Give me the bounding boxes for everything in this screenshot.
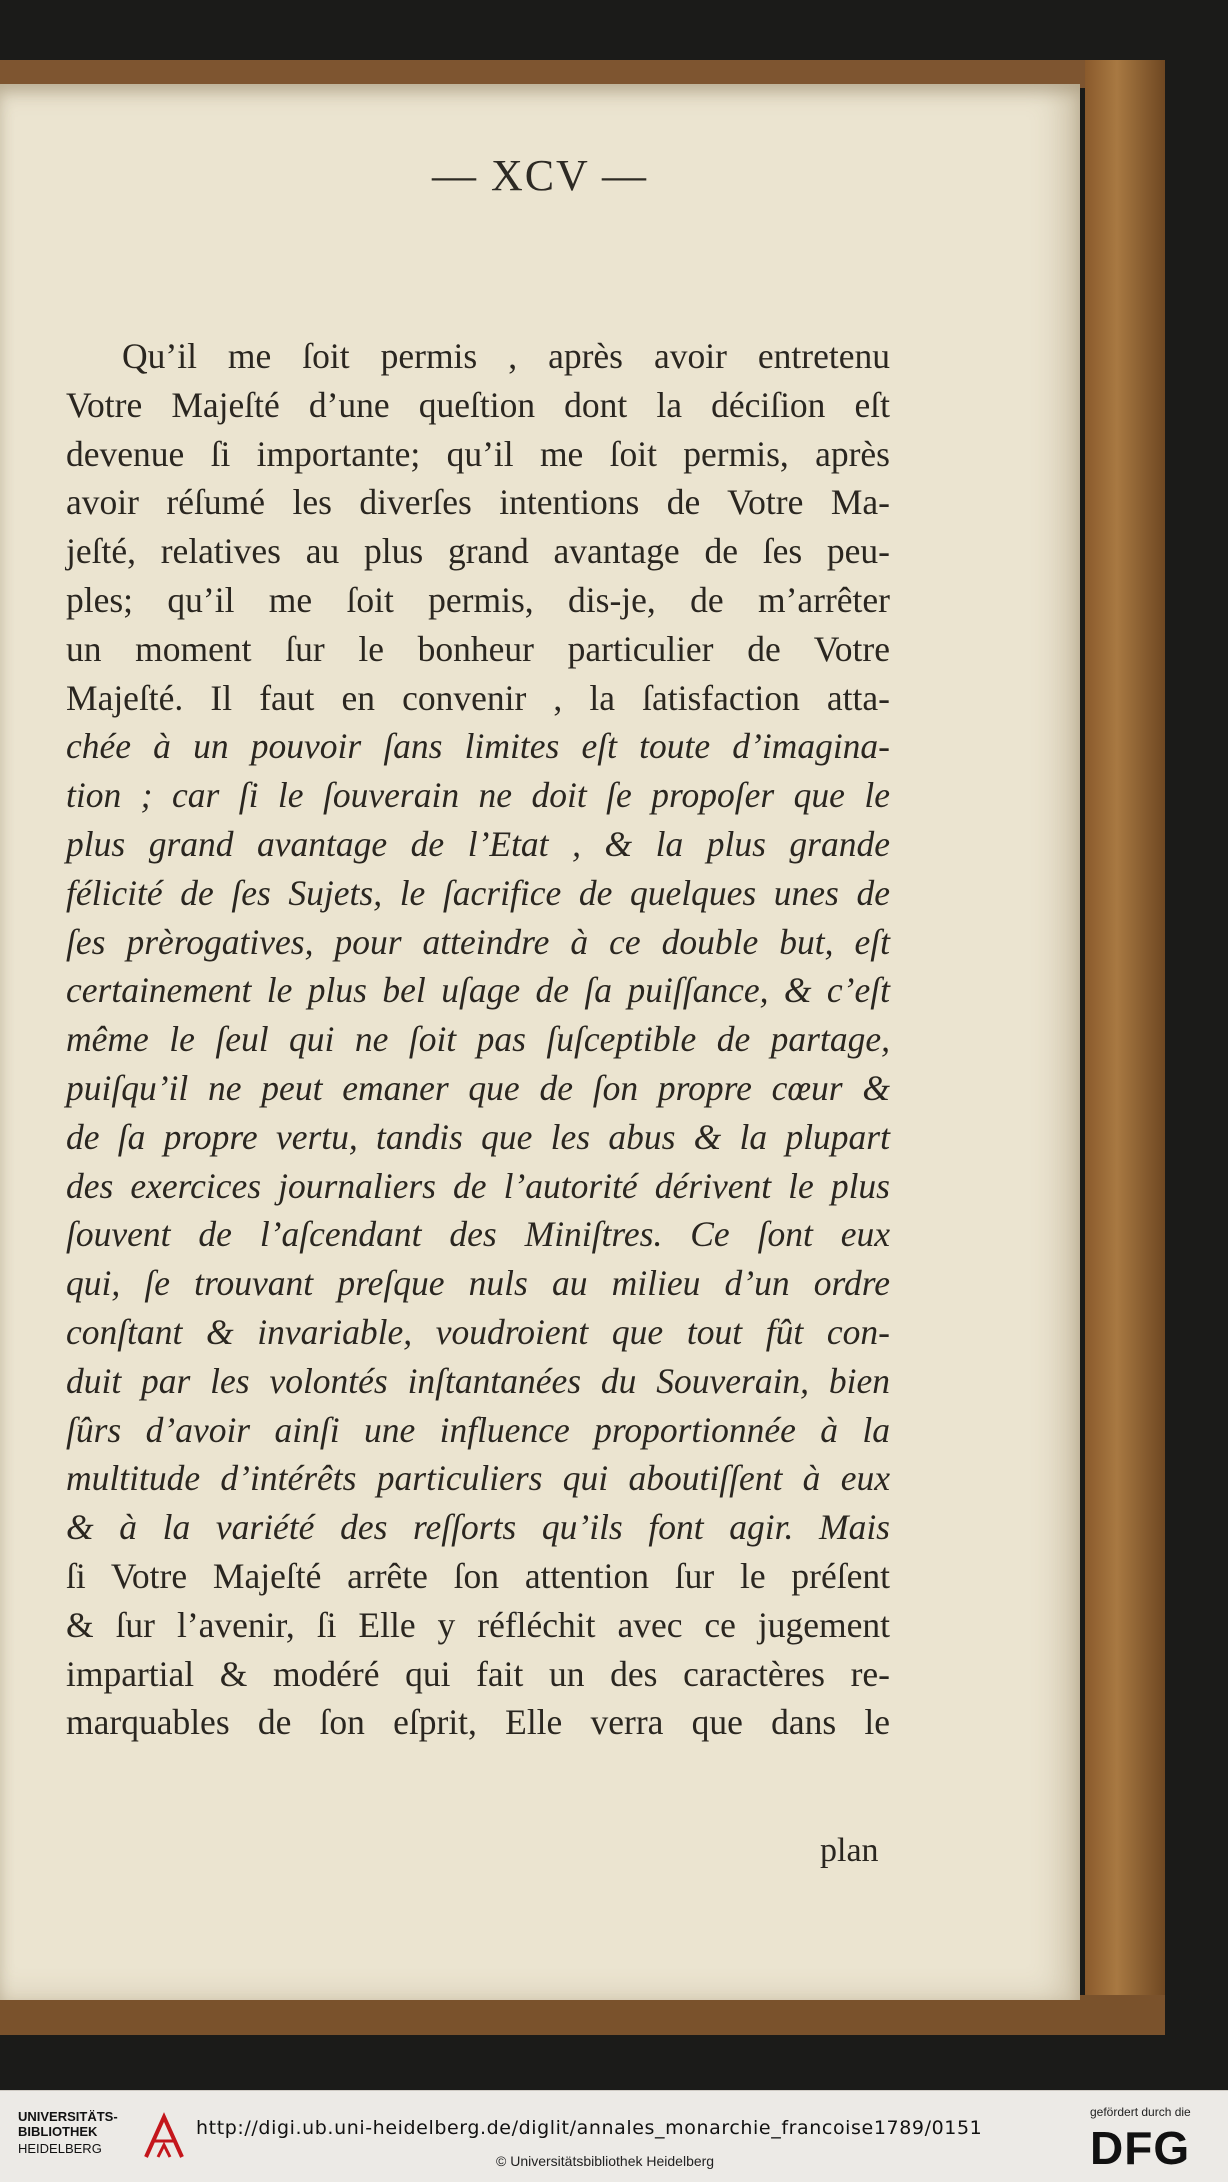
- library-emblem-icon: [142, 2111, 186, 2163]
- text-line: ſûrs d’avoir ainſi une influence proportionnée à la: [66, 1409, 890, 1450]
- text-line: duit par les volontés inſtantanées du Souverain, bien: [66, 1360, 890, 1401]
- copyright-notice: © Universitätsbibliothek Heidelberg: [496, 2153, 715, 2169]
- dfg-logo[interactable]: DFG: [1090, 2122, 1191, 2174]
- text-line: Votre Majeſté d’une queſtion dont la déciſion eſt: [66, 384, 890, 425]
- library-name: UNIVERSITÄTS- BIBLIOTHEK: [18, 2109, 118, 2139]
- text-line: ſi Votre Majeſté arrête ſon attention ſur le préſent: [66, 1555, 890, 1596]
- text-line: conſtant & invariable, voudroient que tout fût con-: [66, 1311, 890, 1352]
- text-line: ſes prèrogatives, pour atteindre à ce double but, eſt: [66, 921, 890, 962]
- text-line: certainement le plus bel uſage de ſa puiſſance, & c’eſt: [66, 970, 890, 1011]
- text-line: plus grand avantage de l’Etat , & la plus grande: [66, 823, 890, 864]
- text-line: impartial & modéré qui fait un des caractères re-: [66, 1653, 890, 1694]
- text-line: qui, ſe trouvant preſque nuls au milieu d’un ordre: [66, 1263, 890, 1304]
- text-line: devenue ſi importante; qu’il me ſoit permis, après: [66, 433, 890, 474]
- text-line: Majeſté. Il faut en convenir , la ſatisfaction atta-: [66, 677, 890, 718]
- text-line: multitude d’intérêts particuliers qui aboutiſſent à eux: [66, 1458, 890, 1499]
- text-line: chée à un pouvoir ſans limites eſt toute d’imagina-: [66, 726, 890, 767]
- text-line: & à la variété des reſſorts qu’ils font agir. Mais: [66, 1507, 890, 1548]
- text-line: même le ſeul qui ne ſoit pas ſuſceptible de partage,: [66, 1019, 890, 1060]
- binding-board-edge: [1085, 60, 1165, 2030]
- library-city: HEIDELBERG: [18, 2141, 102, 2156]
- text-line: tion ; car ſi le ſouverain ne doit ſe propoſer que le: [66, 775, 890, 816]
- text-line: marquables de ſon eſprit, Elle verra que dans le: [66, 1702, 890, 1743]
- text-line: Qu’il me ſoit permis , après avoir entretenu: [122, 336, 890, 376]
- text-line: ples; qu’il me ſoit permis, dis-je, de m’arrêter: [66, 579, 890, 620]
- library-logo[interactable]: [18, 2109, 188, 2169]
- text-line: avoir réſumé les diverſes intentions de Votre Ma-: [66, 482, 890, 523]
- text-line: & ſur l’avenir, ſi Elle y réfléchit avec ce jugement: [66, 1604, 890, 1645]
- body-text: [66, 332, 890, 1747]
- funder-label: gefördert durch die: [1090, 2105, 1191, 2119]
- text-line: un moment ſur le bonheur particulier de Votre: [66, 628, 890, 669]
- running-head: — XCV —: [431, 151, 649, 200]
- text-line: puiſqu’il ne peut emaner que de ſon propre cœur &: [66, 1067, 890, 1108]
- text-line: jeſté, relatives au plus grand avantage de ſes peu-: [66, 531, 890, 572]
- viewer-footer: [0, 2090, 1228, 2182]
- catchword: plan: [820, 1832, 879, 1869]
- permalink-url[interactable]: http://digi.ub.uni-heidelberg.de/diglit/annales_monarchie_francoise1789/0151: [196, 2117, 983, 2139]
- binding-board-bottom: [0, 1995, 1165, 2035]
- text-line: des exercices journaliers de l’autorité dérivent le plus: [66, 1165, 890, 1206]
- text-line: ſouvent de l’aſcendant des Miniſtres. Ce ſont eux: [66, 1214, 890, 1255]
- text-line: félicité de ſes Sujets, le ſacrifice de quelques unes de: [66, 872, 890, 913]
- text-line: de ſa propre vertu, tandis que les abus & la plupart: [66, 1116, 890, 1157]
